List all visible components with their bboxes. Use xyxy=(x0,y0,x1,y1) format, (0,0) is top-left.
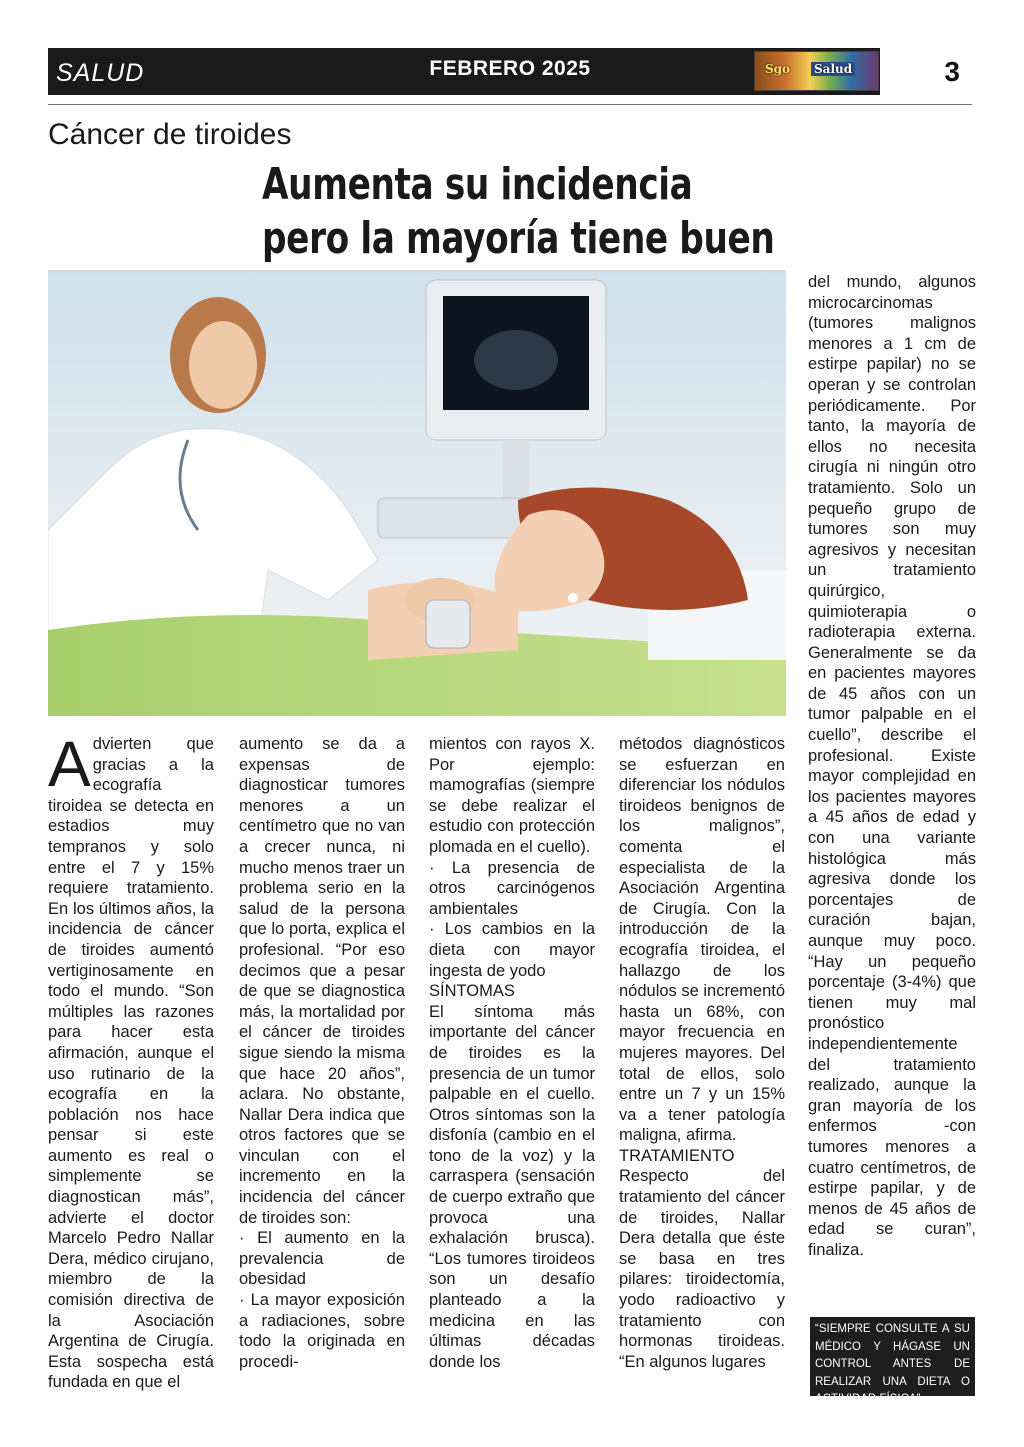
article-photo-ultrasound xyxy=(48,270,786,716)
article-kicker: Cáncer de tiroides xyxy=(48,118,292,151)
logo-text-salud: Salud xyxy=(811,62,855,76)
page-number-panel xyxy=(880,48,972,95)
article-column-4: métodos diagnósticos se esfuerzan en diferenciar los nódulos tiroideos benignos de los malignos”, comenta el especialista de la Asociación Argentina de Cirugía. Con la introducción de la ecografía tiroidea, el hallazgo de los nódulos se incrementó hasta un 68%, con mayor frecuencia en mujeres mayores. Del total de ellos, solo entre un 7 y un 15% va a tener patología maligna, afirma. TRATAMIENTO Respecto del tratamiento del cáncer de tiroides, Nallar Dera detalla que éste se basa en tres pilares: tiroidectomía, yodo radioactivo y tratamiento con hormonas tiroideas. “En algunos lugares xyxy=(619,735,786,1371)
article-column-5: del mundo, algunos microcarcinomas (tumores malignos menores a 1 cm de estirpe papilar) no se operan y se controlan periódicamente. Por tanto, la mayoría de ellos no necesita cirugía ni ningún otro tratamiento. Solo un pequeño grupo de tumores son muy agresivos y necesitan un tratamiento quirúrgico, quimioterapia o radioterapia externa. Generalmente se da en pacientes mayores de 45 años con un tumor palpable en el cuello”, describe el profesional. Existe mayor complejidad en los pacientes mayores a 45 años de edad y con una variante histológica más agresiva donde los porcentajes de curación bajan, aunque muy poco. “Hay un pequeño porcentaje (3-4%) que tienen muy mal pronóstico independientemente del tratamiento realizado, aunque la gran mayoría de los enfermos -con tumores menores a cuatro centímetros, de estirpe papilar, y de menos de 45 años de edad se curan”, finaliza. xyxy=(808,273,976,1259)
header-divider xyxy=(48,104,972,105)
page-number: 3 xyxy=(944,56,960,87)
header-bar xyxy=(48,48,972,95)
advice-callout: “SIEMPRE CONSULTE A SU MÉDICO Y HÁGASE UN CONTROL ANTES DE REALIZAR UNA DIETA O ACTIVIDAD FÍSICA” xyxy=(810,1317,975,1396)
article-column-1 xyxy=(48,728,214,1393)
article-column-3: mientos con rayos X. Por ejemplo: mamografías (siempre se debe realizar el estudio con protección plomada en el cuello). · La presencia de otros carcinógenos ambientales · Los cambios en la dieta con mayor ingesta de yodo SÍNTOMAS El síntoma más importante del cáncer de tiroides es la presencia de un tumor palpable en el cuello. Otros síntomas son la disfonía (cambio en el tono de la voz) y la carraspera (sensación de cuerpo extraño que provoca una exhalación brusca). “Los tumores tiroideos son un desafío planteado a la medicina en las últimas décadas donde los xyxy=(429,735,595,1371)
article-column-2: aumento se da a expensas de diagnosticar tumores menores a un centímetro que no van a crecer nunca, ni mucho menos traer un problema serio en la salud de la persona que lo porta, explica el profesional. “Por eso decimos que a pesar de que se diagnostica más, la mortalidad por el cáncer de tiroides sigue siendo la misma que hace 20 años”, aclara. No obstante, Nallar Dera indica que otros factores que se vinculan con el incremento en la incidencia del cáncer de tiroides son: · El aumento en la prevalencia de obesidad · La mayor exposición a radiaciones, sobre todo la originada en procedi- xyxy=(239,735,405,1371)
logo-text-sgo: Sgo xyxy=(765,62,791,76)
ultrasound-illustration xyxy=(48,270,786,716)
article-column-1-text: dvierten que gracias a la ecografía tiroidea se detecta en estadios muy tempranos y solo entre el 7 y 15% requiere tratamiento. En los últimos años, la incidencia de cáncer de tiroides aumentó vertiginosamente en todo el mundo. “Son múltiples las razones para hacer esta afirmación, aunque el uso rutinario de la ecografía en la población nos hace pensar si este aumento es real o simplemente se diagnostican más”, advierte el doctor Marcelo Pedro Nallar Dera, médico cirujano, miembro de la comisión directiva de la Asociación Argentina de Cirugía. Esta sospecha está fundada en que el xyxy=(48,735,214,1392)
publication-logo xyxy=(754,51,879,91)
section-label: SALUD xyxy=(56,59,145,87)
drop-cap: A xyxy=(48,728,91,800)
article-headline: Aumenta su incidencia pero la mayoría tiene buen xyxy=(262,159,775,264)
issue-date: FEBRERO 2025 xyxy=(429,57,591,80)
